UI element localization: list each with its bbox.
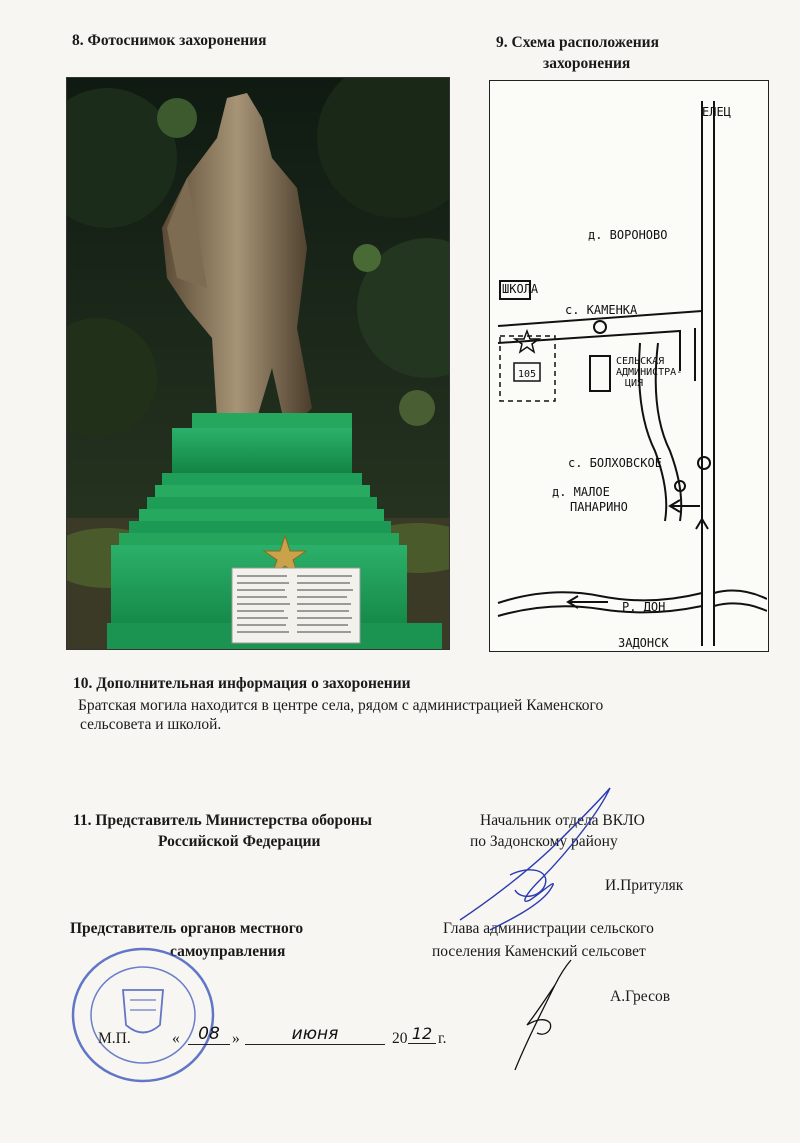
map-label-river: Р. ДОН bbox=[622, 600, 666, 614]
scheme-section-title-line2: захоронения bbox=[543, 55, 631, 72]
date-close-quote: » bbox=[232, 1030, 240, 1047]
burial-photo bbox=[66, 77, 450, 650]
map-label-admin-1: СЕЛЬСКАЯ bbox=[616, 356, 665, 367]
location-scheme-map bbox=[489, 80, 769, 652]
photo-section-title: 8. Фотоснимок захоронения bbox=[72, 32, 267, 49]
map-label-admin-2: АДМИНИСТРА- bbox=[616, 367, 683, 378]
monument-photo-image bbox=[67, 78, 450, 650]
map-label-malye-2: ПАНАРИНО bbox=[570, 500, 628, 514]
local-official-position-line2: поселения Каменский сельсовет bbox=[432, 943, 646, 960]
map-label-zadonsk: ЗАДОНСК bbox=[618, 636, 669, 650]
map-label-bolkhovskoe: с. БОЛХОВСКОЕ bbox=[568, 456, 662, 470]
scheme-section-title: 9. Схема расположения bbox=[496, 34, 659, 51]
additional-info-title: 10. Дополнительная информация о захоронении bbox=[73, 675, 411, 692]
date-year-prefix: 20 bbox=[392, 1030, 408, 1047]
date-open-quote: « bbox=[172, 1030, 180, 1047]
map-label-elets: ЕЛЕЦ bbox=[702, 105, 731, 119]
map-label-malye-1: д. МАЛОЕ bbox=[552, 485, 610, 499]
date-year-end: г. bbox=[438, 1030, 447, 1047]
stamp-seal-icon bbox=[68, 945, 218, 1085]
local-rep-title-line2: самоуправления bbox=[170, 943, 286, 960]
date-year-suffix: 12 bbox=[408, 1024, 436, 1044]
date-month: июня bbox=[245, 1024, 385, 1045]
ministry-signature bbox=[450, 780, 650, 940]
additional-info-text-line1: Братская могила находится в центре села, рядом с администрацией Каменского bbox=[78, 697, 604, 714]
map-label-voronovo: д. ВОРОНОВО bbox=[588, 228, 668, 242]
map-label-grave-number: 105 bbox=[518, 369, 537, 380]
local-signature bbox=[505, 945, 625, 1075]
map-label-admin-3: ЦИЯ bbox=[625, 378, 644, 389]
local-rep-title: Представитель органов местного bbox=[70, 920, 304, 937]
ministry-official-position: Начальник отдела ВКЛО bbox=[480, 812, 645, 829]
local-official-name: А.Гресов bbox=[610, 988, 671, 1005]
stamp-place-label: М.П. bbox=[98, 1030, 131, 1047]
ministry-rep-title-line2: Российской Федерации bbox=[158, 833, 321, 850]
ministry-rep-title: 11. Представитель Министерства обороны bbox=[73, 812, 372, 829]
map-label-school: ШКОЛА bbox=[502, 282, 539, 296]
ministry-official-position-line2: по Задонскому району bbox=[470, 833, 618, 850]
date-day: 08 bbox=[188, 1024, 230, 1045]
local-official-position: Глава администрации сельского bbox=[443, 920, 654, 937]
official-stamp bbox=[68, 945, 218, 1085]
map-label-kamenka: с. КАМЕНКА bbox=[565, 303, 638, 317]
scheme-drawing bbox=[490, 81, 767, 650]
ministry-official-name: И.Притуляк bbox=[605, 877, 684, 894]
additional-info-text-line2: сельсовета и школой. bbox=[80, 716, 222, 733]
